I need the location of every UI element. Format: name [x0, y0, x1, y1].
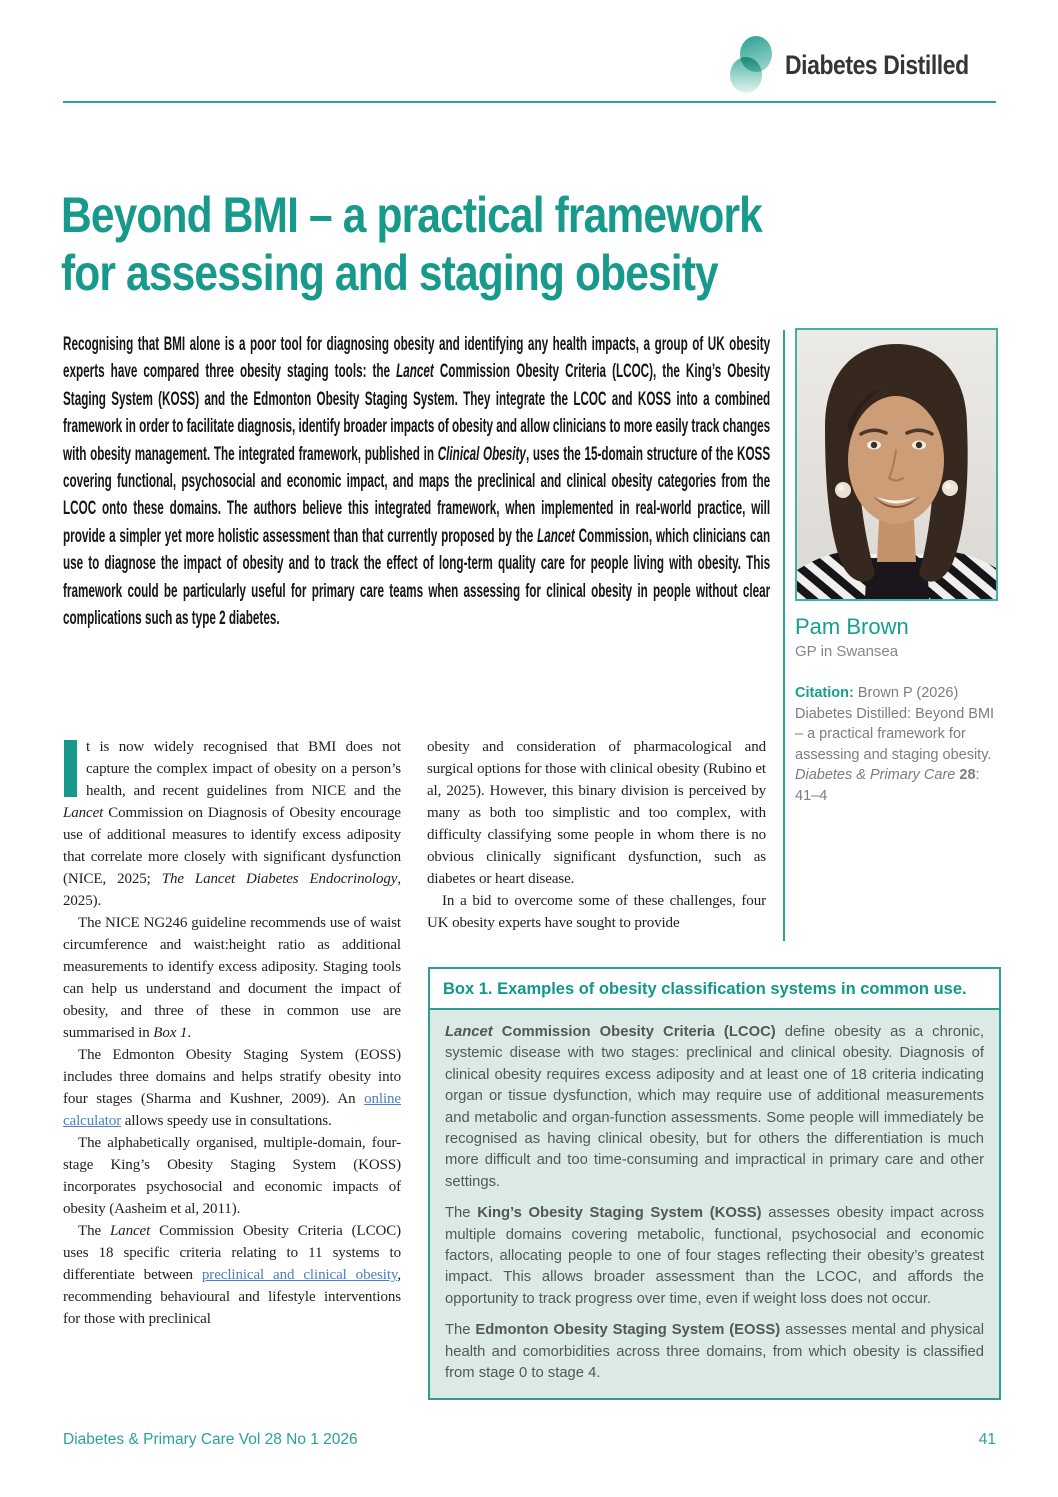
box1-paragraph-lcoc: Lancet Commission Obesity Criteria (LCOC) define obesity as a chronic, systemic disease with two stages: preclinical and clinical obesity. Diagnosis of clinical obesity requires excess adiposity and at least one of 18 criteria indicating organ or tissue dysfunction, which may require use of additional measurements and metabolic and organ-function assessments. Some people will immediately be recognised as having clinical obesity, but for others the differentiation is much more difficult and too time-consuming and impractical in primary care and other settings. [445, 1024, 984, 1190]
citation: Citation: Brown P (2026) Diabetes Distilled: Beyond BMI – a practical framework for assessing and staging obesity. Diabetes & Primary Care 28: 41–4 [795, 685, 995, 804]
paragraph-6: obesity and consideration of pharmacological and surgical options for those with clinical obesity (Rubino et al, 2025). However, this binary division is perceived by many as both too simplistic and too complex, with difficulty classifying some people in whom there is no obvious clinically significant dysfunction, such as diabetes or heart disease. [427, 739, 766, 887]
journal-volume-info: Diabetes & Primary Care Vol 28 No 1 2026 [63, 1431, 358, 1448]
brand-logo [729, 36, 1001, 94]
body-column-right [427, 736, 766, 934]
box1-body [430, 1010, 999, 1398]
article-title-line2: for assessing and staging obesity [61, 245, 718, 301]
box1-paragraph-koss: The King’s Obesity Staging System (KOSS) assesses obesity impact across multiple domains covering metabolic, functional, psychosocial and economic factors, allocating people to one of four stages reflecting their obesity’s greatest impact. This allows broader assessment than the LCOC, and affords the opportunity to track progress over time, even if weight loss does not occur. [445, 1205, 985, 1307]
paragraph-3: The Edmonton Obesity Staging System (EOSS) includes three domains and helps stratify obesity into four stages (Sharma and Kushner, 2009). An online calculator allows speedy use in consultations. [63, 1047, 401, 1129]
box1-classification-systems [428, 967, 1001, 1400]
paragraph-7: In a bid to overcome some of these challenges, four UK obesity experts have sought to provide [427, 893, 766, 931]
author-photo [795, 328, 998, 601]
paragraph-2: The NICE NG246 guideline recommends use of waist circumference and waist:height ratio as additional measurements to identify excess adiposity. Staging tools can help us understand and document the impact of obesity, and three of these in common use are summarised in Box 1. [63, 915, 401, 1041]
article-standfirst: Recognising that BMI alone is a poor tool for diagnosing obesity and identifying any health impacts, a group of UK obesity experts have compared three obesity staging tools: the Lancet Commission Obesity Criteria (LCOC), the King’s Obesity Staging System (KOSS) and the Edmonton Obesity Staging System. They integrate the LCOC and KOSS into a combined framework in order to facilitate diagnosis, identify broader impacts of obesity and allow clinicians to more easily track changes with obesity management. The integrated framework, published in Clinical Obesity, uses the 15-domain structure of the KOSS covering functional, psychosocial and economic impact, and maps the preclinical and clinical obesity categories from the LCOC onto these domains. The authors believe this integrated framework, when implemented in real-world practice, will provide a simpler yet more holistic assessment than that currently proposed by the Lancet Commission, which clinicians can use to diagnose the impact of obesity and to track the effect of long-term quality care for people living with obesity. This framework could be particularly useful for primary care teams when assessing for clinical obesity in people without clear complications such as type 2 diabetes. [63, 334, 771, 630]
online-calculator-link[interactable]: online calculator [63, 1091, 401, 1129]
article-title [61, 186, 762, 302]
body-column-left [63, 736, 401, 1330]
header-divider [63, 101, 996, 103]
box1-paragraph-eoss: The Edmonton Obesity Staging System (EOSS) assesses mental and physical health and comorbidities across three domains, from which obesity is classified from stage 0 to stage 4. [445, 1322, 985, 1382]
dropcap-letter-i [64, 740, 77, 797]
paragraph-5: The Lancet Commission Obesity Criteria (LCOC) uses 18 specific criteria relating to 11 systems to differentiate between preclinical and clinical obesity, recommending behavioural and lifestyle interventions for those with preclinical [63, 1223, 402, 1327]
author-role: GP in Swansea [795, 643, 899, 660]
page-footer [63, 1431, 996, 1449]
paragraph-1 [63, 736, 401, 912]
author-sidebar [795, 328, 998, 806]
sidebar-divider-rule [783, 330, 785, 941]
brand-name: Diabetes Distilled [785, 49, 969, 80]
page-number: 41 [978, 1431, 996, 1448]
paragraph-4: The alphabetically organised, multiple-domain, four-stage King’s Obesity Staging System (KOSS) incorporates psychosocial and economic impacts of obesity (Aasheim et al, 2011). [63, 1135, 401, 1217]
article-title-line1: Beyond BMI – a practical framework [61, 187, 762, 243]
preclinical-and-clinical-obesity-link[interactable]: preclinical and clinical obesity [201, 1267, 398, 1283]
diabetes-distilled-logo-icon [729, 36, 773, 94]
author-portrait-illustration [797, 330, 996, 599]
author-name: Pam Brown [795, 614, 909, 639]
box1-header: Box 1. Examples of obesity classification systems in common use. [430, 969, 999, 1010]
paragraph-1-text: t is now widely recognised that BMI does not capture the complex impact of obesity on a person’s health, and recent guidelines from NICE and the Lancet Commission on Diagnosis of Obesity encourage use of additional measures to identify excess adiposity that correlate more closely with significant dysfunction (NICE, 2025; The Lancet Diabetes Endocrinology, 2025). [63, 739, 401, 909]
